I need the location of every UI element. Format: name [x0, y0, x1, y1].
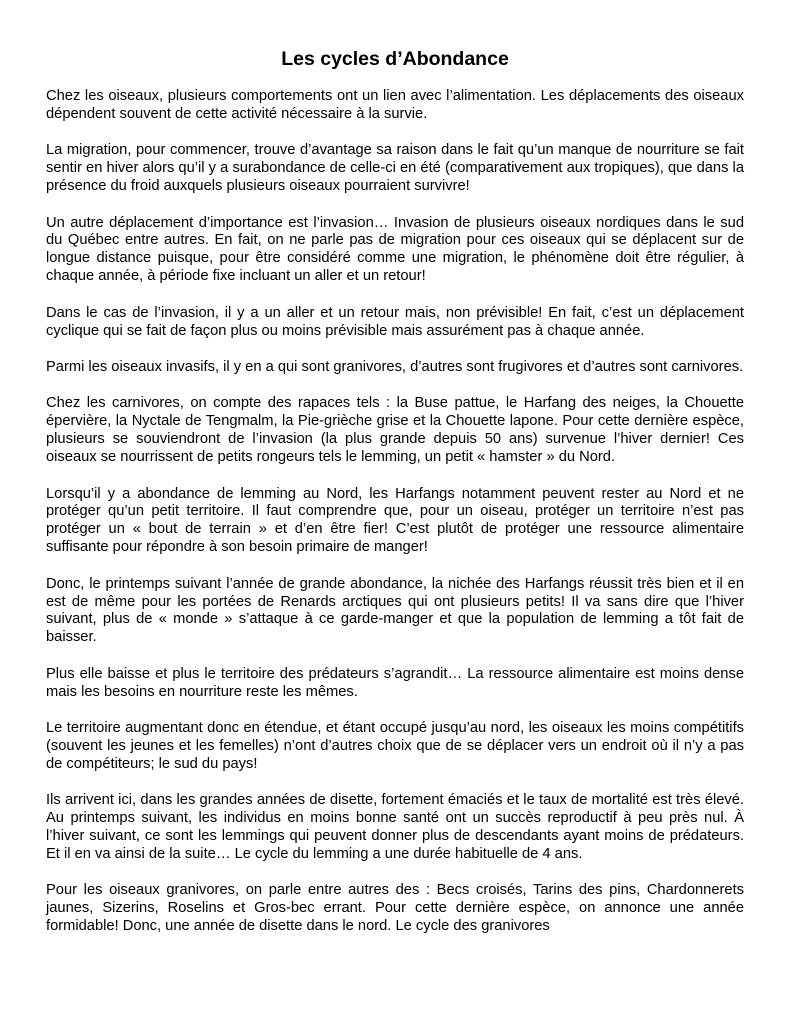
paragraph-migration: La migration, pour commencer, trouve d’avantage sa raison dans le fait qu’un manque de nourriture se fait sentir en hiver alors qu’il y a surabondance de celle-ci en été (comparativement aux tropiques), que dans la présence du froid auxquels plusieurs oiseaux pourraient survivre!: [46, 142, 744, 195]
paragraph-territory-expands: Plus elle baisse et plus le territoire des prédateurs s’agrandit… La ressource alimentaire est moins dense mais les besoins en nourriture reste les mêmes.: [46, 665, 744, 700]
document-page: [46, 44, 744, 955]
paragraph-granivores: Pour les oiseaux granivores, on parle entre autres des : Becs croisés, Tarins des pins, Chardonnerets jaunes, Sizerins, Roselins et Gros-bec errant. Pour cette dernière espèce, on annonce une année formidable! Donc, une année de disette dans le nord. Le cycle des granivores: [46, 882, 744, 935]
document-title: Les cycles d’Abondance: [281, 48, 509, 70]
paragraph-carnivores: Chez les carnivores, on compte des rapaces tels : la Buse pattue, le Harfang des neiges, la Chouette épervière, la Nyctale de Tengmalm, la Pie-grièche grise et la Chouette lapone. Pour cette dernière espèce, plusieurs se souviendront de l’invasion (la plus grande depuis 50 ans) survenue l’hiver dernier! Ces oiseaux se nourrissent de petits rongeurs tels le lemming, un petit « hamster » du Nord.: [46, 395, 744, 466]
paragraph-mortality: Ils arrivent ici, dans les grandes années de disette, fortement émaciés et le taux de mortalité est très élevé. Au printemps suivant, les individus en moins bonne santé ont un succès reproductif à peu près nul. À l’hiver suivant, ce sont les lemmings qui peuvent donner plus de descendants ayant moins de prédateurs. Et il en va ainsi de la suite… Le cycle du lemming a une durée habituelle de 4 ans.: [46, 792, 744, 862]
paragraph-invasive-diets: Parmi les oiseaux invasifs, il y en a qui sont granivores, d’autres sont frugivores et d’autres sont carnivores.: [46, 358, 744, 375]
paragraph-invasion: Un autre déplacement d’importance est l’invasion… Invasion de plusieurs oiseaux nordiques dans le sud du Québec entre autres. En fait, on ne parle pas de migration pour ces oiseaux qui se déplacent sur de longue distance puisque, pour être considéré comme une migration, le phénomène doit être régulier, à chaque année, à période fixe incluant un aller et un retour!: [46, 214, 744, 285]
paragraph-intro: Chez les oiseaux, plusieurs comportements ont un lien avec l’alimentation. Les déplacements des oiseaux dépendent souvent de cette activité nécessaire à la survie.: [46, 88, 744, 122]
paragraph-following-spring: Donc, le printemps suivant l’année de grande abondance, la nichée des Harfangs réussit très bien et il en est de même pour les portées de Renards arctiques qui ont plusieurs petits! Il va sans dire que l’hiver suivant, plus de « monde » s’attaque à ce garde-manger et que la population de lemming a tôt fait de baisser.: [46, 575, 744, 646]
paragraph-lemming-abundance: Lorsqu’il y a abondance de lemming au Nord, les Harfangs notamment peuvent rester au Nord et ne protéger qu’un petit territoire. Il faut comprendre que, pour un oiseau, protéger un territoire n’est pas protéger un « bout de terrain » et d’en être fier! C’est plutôt de protéger une ressource alimentaire suffisante pour répondre à son besoin primaire de manger!: [46, 485, 744, 556]
paragraph-invasion-cycle: Dans le cas de l’invasion, il y a un aller et un retour mais, non prévisible! En fait, c’est un déplacement cyclique qui se fait de façon plus ou moins prévisible mais assurément pas à chaque année.: [46, 304, 744, 339]
paragraph-southward-movement: Le territoire augmentant donc en étendue, et étant occupé jusqu’au nord, les oiseaux les moins compétitifs (souvent les jeunes et les femelles) n’ont d’autres choix que de se déplacer vers un endroit où il n’y a pas de compétiteurs; le sud du pays!: [46, 720, 744, 772]
